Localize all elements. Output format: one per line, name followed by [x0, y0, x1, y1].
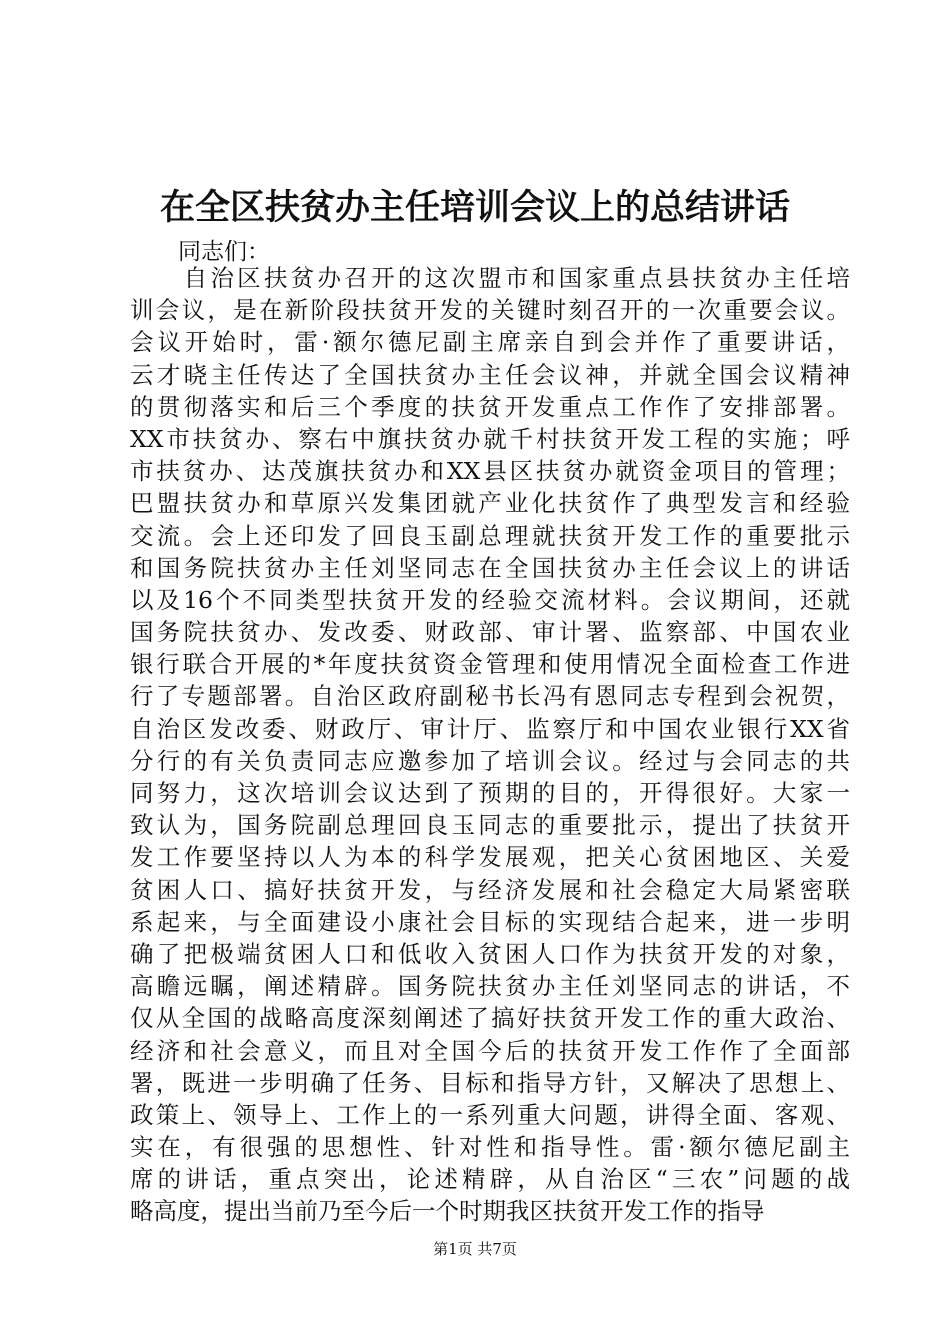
body-line: 和国务院扶贫办主任刘坚同志在全国扶贫办主任会议上的讲话 [130, 553, 850, 582]
body-line: 略高度，提出当前乃至今后一个时期我区扶贫开发工作的指导 [130, 1197, 765, 1226]
body-line: 贫困人口、搞好扶贫开发，与经济发展和社会稳定大局紧密联 [130, 875, 850, 904]
body-line: 训会议，是在新阶段扶贫开发的关键时刻召开的一次重要会议。 [130, 296, 850, 325]
page-footer: 第1页 共7页 [433, 1240, 517, 1258]
body-text [130, 262, 850, 1228]
body-line: 政策上、领导上、工作上的一系列重大问题，讲得全面、客观、 [130, 1100, 850, 1129]
body-line: 以及16个不同类型扶贫开发的经验交流材料。会议期间，还就 [130, 585, 850, 614]
body-line: 自治区发改委、财政厅、审计厅、监察厅和中国农业银行XX省 [130, 714, 850, 743]
body-line: 自治区扶贫办召开的这次盟市和国家重点县扶贫办主任培 [130, 264, 850, 292]
body-line: 分行的有关负责同志应邀参加了培训会议。经过与会同志的共 [130, 746, 850, 775]
body-line: 署，既进一步明确了任务、目标和指导方针，又解决了思想上、 [130, 1068, 850, 1097]
body-line: 同努力，这次培训会议达到了预期的目的，开得很好。大家一 [130, 779, 850, 807]
body-line: 确了把极端贫困人口和低收入贫困人口作为扶贫开发的对象， [130, 939, 850, 968]
body-line: 致认为，国务院副总理回良玉同志的重要批示，提出了扶贫开 [130, 811, 850, 840]
body-line: 云才晓主任传达了全国扶贫办主任会议神，并就全国会议精神 [130, 360, 850, 389]
body-line: 经济和社会意义，而且对全国今后的扶贫开发工作作了全面部 [130, 1036, 850, 1065]
body-line: 发工作要坚持以人为本的科学发展观，把关心贫困地区、关爱 [130, 843, 850, 872]
body-line: 高瞻远瞩，阐述精辟。国务院扶贫办主任刘坚同志的讲话，不 [130, 972, 850, 1001]
body-line: 国务院扶贫办、发改委、财政部、审计署、监察部、中国农业 [130, 618, 850, 647]
body-line: 巴盟扶贫办和草原兴发集团就产业化扶贫作了典型发言和经验 [130, 489, 850, 518]
body-line: 银行联合开展的*年度扶贫资金管理和使用情况全面检查工作进 [130, 650, 850, 679]
document-title: 在全区扶贫办主任培训会议上的总结讲话 [159, 187, 790, 228]
body-line: 会议开始时，雷·额尔德尼副主席亲自到会并作了重要讲话， [130, 328, 850, 357]
body-line: 席的讲话，重点突出，论述精辟，从自治区“三农”问题的战 [130, 1165, 850, 1194]
body-line: 实在，有很强的思想性、针对性和指导性。雷·额尔德尼副主 [130, 1133, 850, 1162]
body-line: 行了专题部署。自治区政府副秘书长冯有恩同志专程到会祝贺， [130, 682, 850, 711]
body-line: 市扶贫办、达茂旗扶贫办和XX县区扶贫办就资金项目的管理； [130, 457, 850, 486]
body-line: 仅从全国的战略高度深刻阐述了搞好扶贫开发工作的重大政治、 [130, 1004, 850, 1033]
body-line: 交流。会上还印发了回良玉副总理就扶贫开发工作的重要批示 [130, 521, 850, 550]
salutation: 同志们： [178, 239, 270, 265]
body-line: XX市扶贫办、察右中旗扶贫办就千村扶贫开发工程的实施；呼 [130, 424, 850, 453]
body-line: 系起来，与全面建设小康社会目标的实现结合起来，进一步明 [130, 907, 850, 936]
body-line: 的贯彻落实和后三个季度的扶贫开发重点工作作了安排部署。 [130, 392, 850, 421]
